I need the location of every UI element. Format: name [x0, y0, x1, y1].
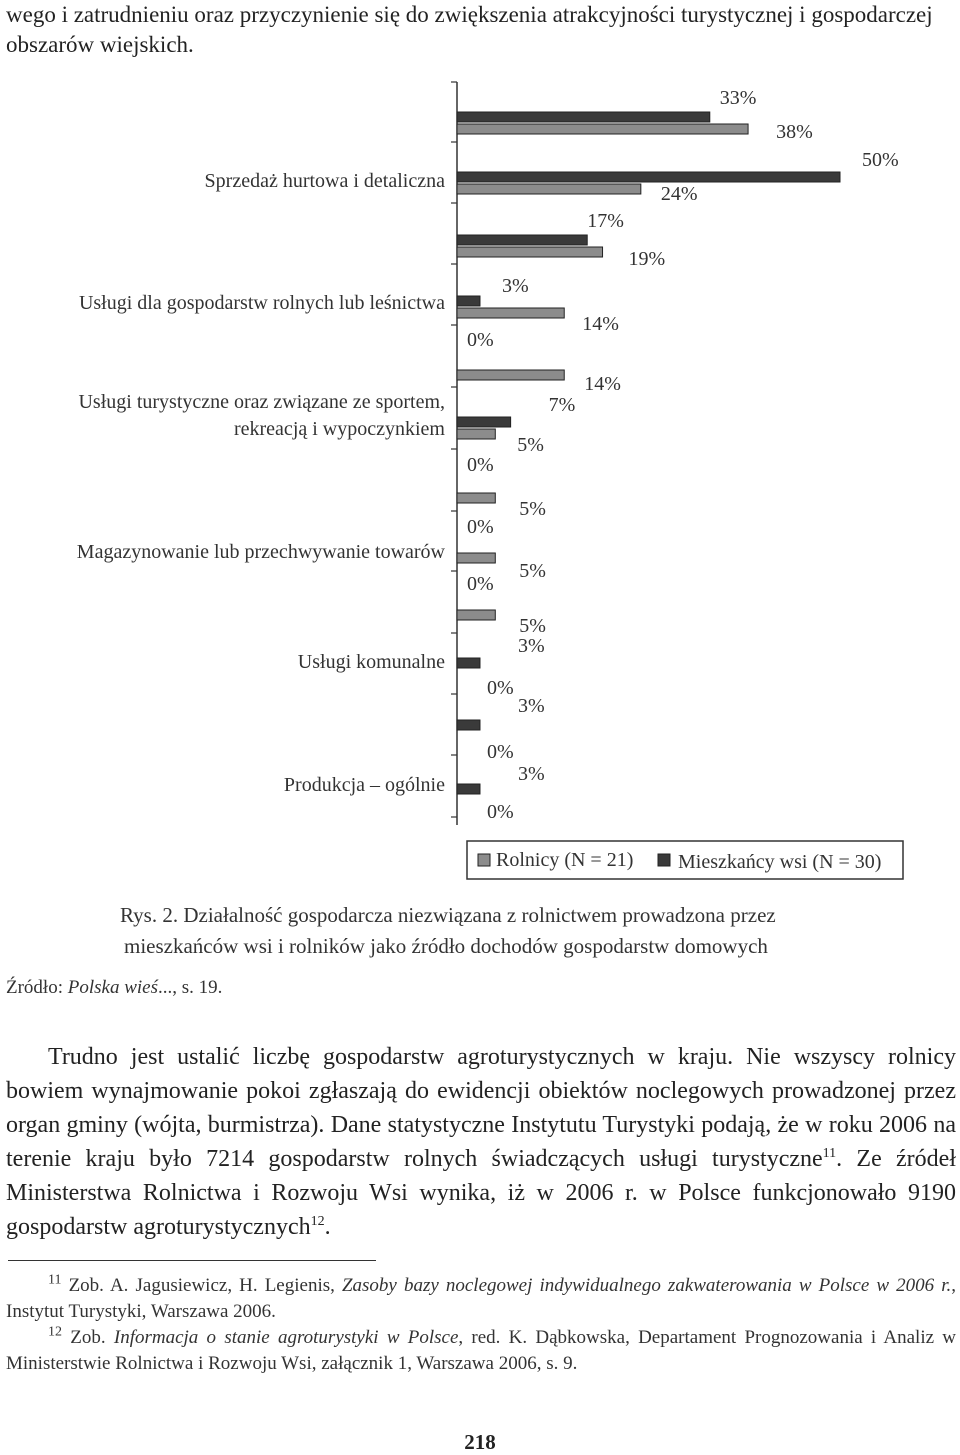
bar-rolnicy	[457, 553, 495, 563]
footnote-text: , red. K. Dąbkowska, Departament Prognozowania i Analiz w Ministerstwie Rolnictwa i Rozwoju Wsi, załącznik 1, Warszawa 2006, s. 9.	[6, 1327, 957, 1374]
legend-label-mieszkancy: Mieszkańcy wsi (N = 30)	[678, 851, 882, 873]
figure-caption	[120, 900, 776, 962]
bar-rolnicy	[457, 493, 495, 503]
data-label-mieszkancy: 0%	[467, 516, 494, 538]
data-label-mieszkancy: 3%	[501, 275, 529, 297]
data-label-mieszkancy: 17%	[587, 210, 624, 232]
data-label-mieszkancy: 0%	[467, 454, 494, 476]
category-label: Magazynowanie lub przechwywanie towarów	[76, 541, 445, 563]
figure-caption-line-2: mieszkańców wsi i rolników jako źródło dochodów gospodarstw domowych	[124, 934, 768, 958]
category-label: rekreacją i wypoczynkiem	[233, 418, 445, 440]
data-label-rolnicy: 0%	[487, 741, 514, 763]
legend-swatch-mieszkancy	[658, 854, 670, 866]
data-label-mieszkancy: 33%	[719, 87, 757, 109]
footnote-ref-12[interactable]: 12	[310, 1214, 325, 1229]
bar-rolnicy	[457, 124, 748, 134]
bar-rolnicy	[457, 610, 495, 620]
data-label-mieszkancy: 50%	[862, 149, 899, 171]
data-label-mieszkancy: 3%	[517, 763, 545, 785]
data-label-rolnicy: 5%	[519, 560, 546, 582]
bar-mieszkancy	[457, 720, 480, 730]
bar-mieszkancy	[457, 112, 710, 122]
data-label-rolnicy: 38%	[776, 121, 813, 143]
category-label: Sprzedaż hurtowa i detaliczna	[204, 170, 445, 192]
data-label-rolnicy: 24%	[660, 183, 698, 205]
legend-swatch-rolnicy	[478, 854, 490, 866]
data-label-mieszkancy: 0%	[467, 573, 494, 595]
data-label-rolnicy: 19%	[628, 248, 666, 270]
bar-rolnicy	[457, 247, 603, 257]
bar-mieszkancy	[457, 417, 511, 427]
data-label-rolnicy: 5%	[517, 434, 544, 456]
category-label: Usługi turystyczne oraz związane ze sportem,	[78, 391, 445, 413]
data-label-mieszkancy: 7%	[548, 394, 576, 416]
bar-chart	[0, 75, 960, 895]
source-suffix: ..., s. 19.	[158, 977, 223, 998]
footnote-12	[6, 1325, 956, 1377]
data-label-rolnicy: 0%	[487, 677, 514, 699]
legend-label-rolnicy: Rolnicy (N = 21)	[496, 849, 634, 871]
data-label-rolnicy: 14%	[582, 313, 619, 335]
bar-mieszkancy	[457, 784, 480, 794]
footnote-text: , Instytut Turystyki, Warszawa 2006.	[6, 1275, 956, 1322]
data-label-rolnicy: 0%	[487, 801, 514, 823]
source-title: Polska wieś	[67, 977, 158, 998]
top-paragraph-fragment: wego i zatrudnieniu oraz przyczynienie się do zwiększenia atrakcyjności turystycznej i gospodarczej obszarów wiejskich.	[6, 2, 933, 57]
data-label-rolnicy: 5%	[519, 615, 546, 637]
paragraph-text-1: Trudno jest ustalić liczbę gospodarstw agroturystycznych w kraju. Nie wszyscy rolnicy bowiem wynajmowanie pokoi zgłaszają do ewidencji obiektów noclegowych prowadzonej przez organ gminy (wójta, burmistrza). Dane statystyczne Instytutu Turystyki podają, że w roku 2006 na terenie kraju było 7214 gospodarstw rolnych świadczących usługi turystyczne	[6, 1044, 956, 1172]
bar-rolnicy	[457, 308, 564, 318]
category-label: Usługi dla gospodarstw rolnych lub leśnictwa	[78, 292, 445, 314]
footnote-number: 11	[48, 1272, 62, 1288]
category-label: Produkcja – ogólnie	[283, 774, 445, 796]
footnote-number: 12	[48, 1324, 62, 1340]
footnote-separator	[8, 1260, 376, 1261]
bar-mieszkancy	[457, 658, 480, 668]
data-label-mieszkancy: 0%	[467, 329, 494, 351]
body-paragraph	[6, 1040, 956, 1244]
bar-mieszkancy	[457, 172, 840, 182]
footnotes	[6, 1273, 956, 1377]
category-label: Usługi komunalne	[297, 651, 445, 673]
data-label-mieszkancy: 3%	[517, 695, 545, 717]
footnote-title: Zasoby bazy noclegowej indywidualnego zakwaterowania w Polsce w 2006 r.	[341, 1275, 952, 1296]
paragraph-text-3: .	[324, 1214, 331, 1240]
bar-rolnicy	[457, 184, 641, 194]
footnote-title: Informacja o stanie agroturystyki w Polsce	[113, 1327, 459, 1348]
figure-caption-line-1: Rys. 2. Działalność gospodarcza niezwiązana z rolnictwem prowadzona przez	[120, 903, 776, 927]
footnote-11	[6, 1273, 956, 1325]
bar-mieszkancy	[457, 296, 480, 306]
paragraph-text-2: . Ze źródeł Ministerstwa Rolnictwa i Rozwoju Wsi wynika, iż w 2006 r. w Polsce funkcjonowało 9190 gospodarstw agroturystycznych	[6, 1146, 956, 1240]
bar-rolnicy	[457, 370, 564, 380]
footnote-text: Zob. A. Jagusiewicz, H. Legienis,	[61, 1275, 342, 1296]
page-number: 218	[464, 1430, 496, 1454]
figure-source	[6, 977, 222, 999]
footnote-text: Zob.	[62, 1327, 114, 1348]
bar-rolnicy	[457, 429, 495, 439]
data-label-mieszkancy: 3%	[517, 635, 545, 657]
footnote-ref-11[interactable]: 11	[822, 1146, 837, 1161]
source-prefix: Źródło:	[6, 977, 68, 998]
bar-mieszkancy	[457, 235, 587, 245]
data-label-rolnicy: 5%	[519, 498, 546, 520]
data-label-rolnicy: 14%	[584, 373, 621, 395]
